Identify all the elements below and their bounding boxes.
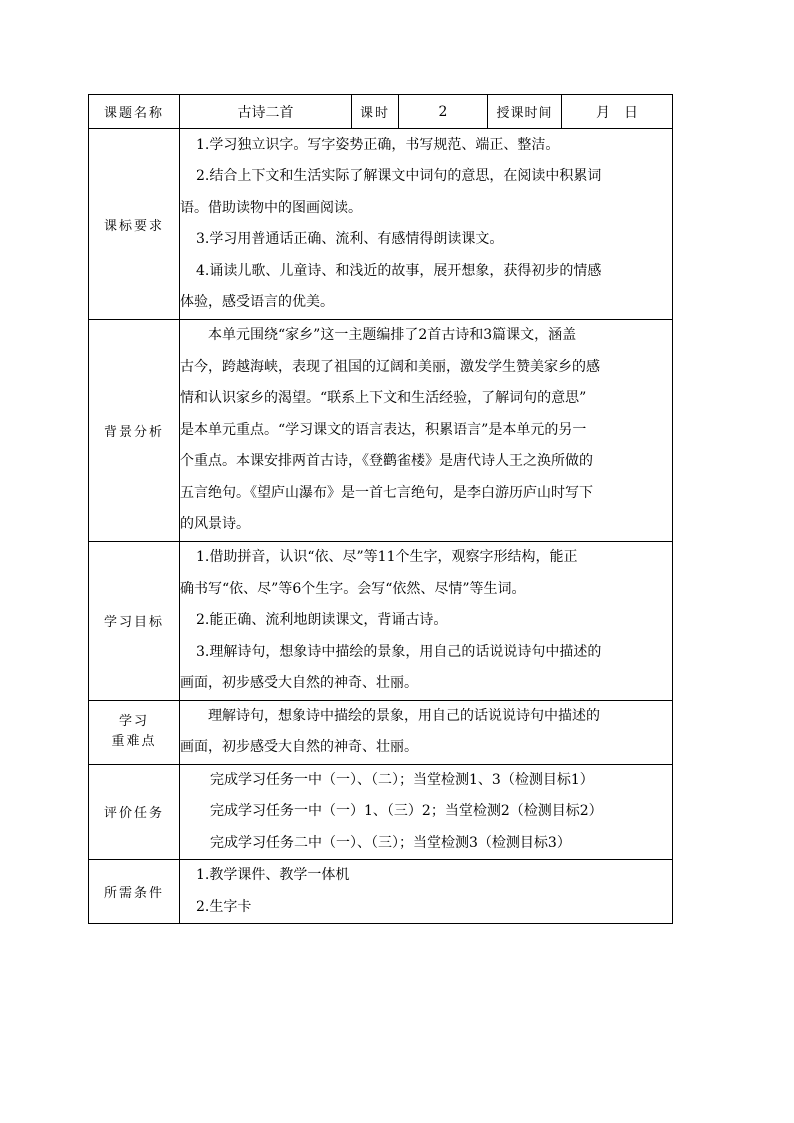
objectives-line: 画面，初步感受大自然的神奇、壮丽。 [180,675,418,691]
key-points-row [89,700,673,764]
background-line: 是本单元重点。“学习课文的语言表达，积累语言”是本单元的另一 [180,421,587,438]
objectives-label: 学习目标 [89,542,180,701]
conditions-row [89,860,673,924]
background-row [89,320,673,542]
evaluation-content [180,764,673,860]
time-label: 授课时间 [488,95,562,129]
requirements-content [180,129,673,320]
background-line: 情和认识家乡的渴望。“联系上下文和生活经验，了解词句的意思” [180,390,587,407]
objectives-line: 确书写“依、尽”等6个生字。会写“依然、尽情”等生词。 [180,580,526,597]
objectives-line: 3.理解诗句，想象诗中描绘的景象，用自己的话说说诗句中描述的 [196,643,602,660]
objectives-line: 1.借助拼音，认识“依、尽”等11个生字，观察字形结构，能正 [196,549,578,565]
requirements-line: 1.学习独立识字。写字姿势正确，书写规范、端正、整洁。 [196,136,560,153]
period-label: 课时 [352,95,399,129]
lesson-plan-table [88,94,673,924]
background-line: 个重点。本课安排两首古诗，《登鹳雀楼》是唐代诗人王之涣所做的 [180,453,593,470]
key-points-line: 理解诗句，想象诗中描绘的景象，用自己的话说说诗句中描述的 [208,707,600,724]
requirements-row [89,129,673,320]
background-line: 的风景诗。 [180,516,250,533]
course-name: 古诗二首 [180,95,352,129]
objectives-line: 2.能正确、流利地朗读课文，背诵古诗。 [196,612,448,628]
background-content [180,320,673,542]
key-points-label-line2: 重难点 [111,734,157,749]
background-line: 五言绝句。《望庐山瀑布》是一首七言绝句，是李白游历庐山时写下 [180,484,593,501]
requirements-line: 2.结合上下文和生活实际了解课文中词句的意思，在阅读中积累词 [196,168,602,184]
evaluation-row [89,764,673,860]
evaluation-label: 评价任务 [89,764,180,860]
conditions-line: 1.教学课件、教学一体机 [196,867,350,883]
key-points-label-line1: 学习 [118,714,149,729]
requirements-line: 体验，感受语言的优美。 [180,294,334,310]
requirements-line: 4.诵读儿歌、儿童诗、和浅近的故事，展开想象，获得初步的情感 [196,262,602,279]
evaluation-line: 完成学习任务二中（一）、（三）；当堂检测3（检测目标3） [210,834,571,851]
evaluation-line: 完成学习任务一中（一）1、（三）2；当堂检测2（检测目标2） [210,803,603,819]
objectives-content [180,542,673,701]
requirements-line: 语。借助读物中的图画阅读。 [180,199,362,216]
requirements-line: 3.学习用普通话正确、流利、有感情得朗读课文。 [196,231,504,247]
conditions-content [180,860,673,924]
course-name-label: 课题名称 [89,95,180,129]
objectives-row [89,542,673,701]
evaluation-line: 完成学习任务一中（一）、（二）；当堂检测1、3（检测目标1） [210,771,594,788]
background-line: 本单元围绕“家乡”这一主题编排了2首古诗和3篇课文，涵盖 [208,327,577,344]
key-points-line: 画面，初步感受大自然的神奇、壮丽。 [180,739,418,755]
background-label: 背景分析 [89,320,180,542]
period-value: 2 [399,95,488,129]
background-line: 古今，跨越海峡，表现了祖国的辽阔和美丽，激发学生赞美家乡的感 [180,358,600,375]
time-value: 月 日 [562,95,673,129]
key-points-label [89,700,180,764]
key-points-content [180,700,673,764]
conditions-label: 所需条件 [89,860,180,924]
requirements-label: 课标要求 [89,129,180,320]
conditions-line: 2.生字卡 [196,898,252,915]
header-row [89,95,673,129]
